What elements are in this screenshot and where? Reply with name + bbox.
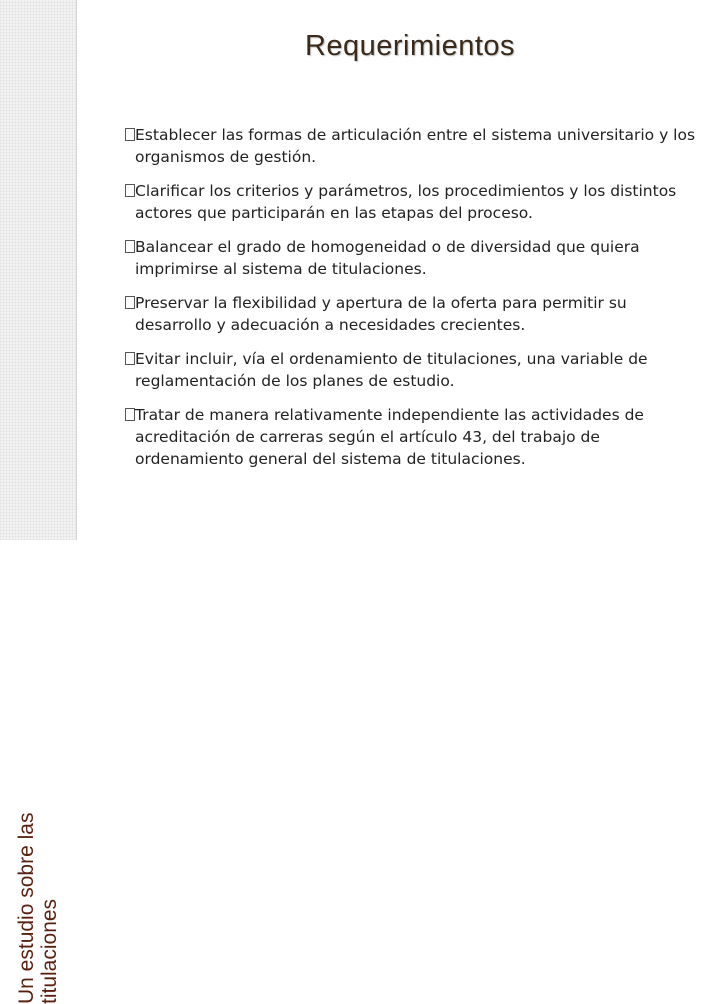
- slide-title: Requerimientos: [304, 30, 516, 62]
- missing-glyph-box-icon: [125, 184, 135, 197]
- missing-glyph-box-icon: [125, 408, 135, 421]
- bullet-list: [118, 124, 706, 482]
- bullet-text: Establecer las formas de articulación entre el sistema universitario y los organismos de gestión.: [135, 126, 696, 166]
- side-title-container: [0, 464, 76, 1004]
- bullet-text: Balancear el grado de homogeneidad o de diversidad que quiera imprimirse al sistema de titulaciones.: [135, 238, 640, 278]
- bullet-item: [118, 236, 706, 280]
- side-title: Un estudio sobre las titulaciones: [15, 812, 61, 1004]
- missing-glyph-box-icon: [125, 296, 135, 309]
- bullet-text: Evitar incluir, vía el ordenamiento de titulaciones, una variable de reglamentación de los planes de estudio.: [135, 350, 648, 390]
- missing-glyph-box-icon: [125, 128, 135, 141]
- bullet-text: Tratar de manera relativamente independiente las actividades de acreditación de carreras según el artículo 43, del trabajo de ordenamiento general del sistema de titulaciones.: [135, 406, 644, 468]
- bullet-item: [118, 124, 706, 168]
- bullet-item: [118, 180, 706, 224]
- bullet-item: [118, 348, 706, 392]
- bullet-item: [118, 404, 706, 470]
- bullet-item: [118, 292, 706, 336]
- bullet-text: Preservar la flexibilidad y apertura de la oferta para permitir su desarrollo y adecuación a necesidades crecientes.: [135, 294, 627, 334]
- missing-glyph-box-icon: [125, 240, 135, 253]
- bullet-text: Clarificar los criterios y parámetros, los procedimientos y los distintos actores que participarán en las etapas del proceso.: [135, 182, 677, 222]
- side-decorative-strip: [0, 0, 77, 540]
- missing-glyph-box-icon: [125, 352, 135, 365]
